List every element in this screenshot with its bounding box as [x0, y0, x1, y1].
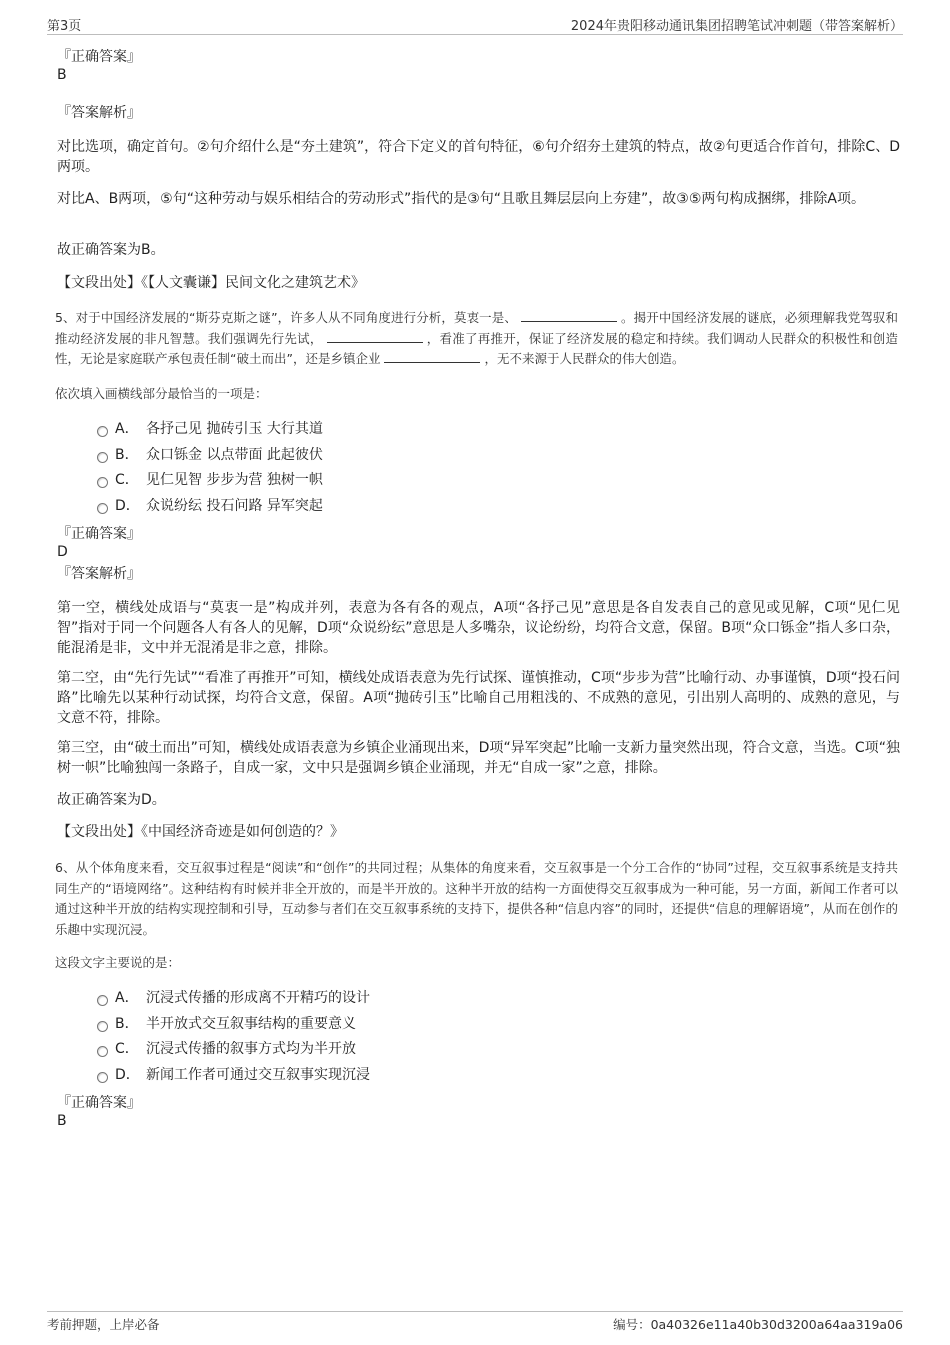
option-letter: B．	[115, 446, 139, 463]
q4-source: 【文段出处】《【人文囊谦】民间文化之建筑艺术》	[57, 275, 365, 291]
option-text: 见仁见智 步步为营 独树一帜	[146, 472, 323, 488]
option-letter: A．	[115, 421, 139, 437]
radio-button-icon[interactable]	[97, 995, 108, 1006]
q6-prompt: 这段文字主要说的是：	[55, 955, 181, 970]
q5-prompt: 依次填入画横线部分最恰当的一项是：	[55, 386, 268, 401]
option-text: 众口铄金 以点带面 此起彼伏	[146, 446, 323, 463]
q6-answer-label: 『正确答案』	[57, 1095, 141, 1111]
q5-source: 【文段出处】《中国经济奇迹是如何创造的？》	[57, 824, 344, 840]
q5-stem-part: 。揭开中国经济发展的谜底，必须理解我党驾驭和推动经济发展的非凡智慧。我们强调先行先试，	[55, 310, 898, 346]
option-text: 新闻工作者可通过交互叙事实现沉浸	[146, 1066, 370, 1083]
radio-button-icon[interactable]	[97, 426, 108, 437]
option-text: 半开放式交互叙事结构的重要意义	[146, 1015, 356, 1032]
q5-analysis-label: 『答案解析』	[57, 566, 141, 582]
q5-stem	[55, 308, 898, 370]
q5-stem-part: 5、对于中国经济发展的“斯芬克斯之谜”，许多人从不同角度进行分析，莫衷一是、	[55, 310, 517, 325]
q5-analysis-paragraph: 第二空，由“先行先试”“看准了再推开”可知，横线处成语表意为先行试探、谨慎推动，C项“步步为营”比喻行动、办事谨慎，D项“投石问路”比喻先以某种行动试探，均符合文意，保留。A项“抛砖引玉”比喻自己用粗浅的、不成熟的意见，引出别人高明的、成熟的意见，与文意不符，排除。	[57, 670, 900, 726]
q5-stem-part: ，看准了再推开，保证了经济发展的稳定和持续。我们调动人民群众的积极性和创造性，无论是家庭联产承包责任制“破土而出”，还是乡镇企业	[55, 330, 898, 366]
option-letter: B．	[115, 1015, 139, 1032]
q5-blank-3	[384, 350, 480, 363]
q5-analysis-paragraph: 第一空，横线处成语与“莫衷一是”构成并列，表意为各有各的观点，A项“各抒己见”意思是各自发表自己的意见或见解，C项“见仁见智”指对于同一个问题各人有各人的见解，D项“众说纷纭”意思是人多嘴杂，议论纷纷，均符合文意，保留。B项“众口铄金”指人多口杂，能混淆是非，文中并无混淆是非之意，排除。	[57, 600, 900, 656]
q6-stem: 6、从个体角度来看，交互叙事过程是“阅读”和“创作”的共同过程；从集体的角度来看，交互叙事是一个分工合作的“协同”过程，交互叙事系统是支持共同生产的“语境网络”。这种结构有时候并非全开放的，而是半开放的。这种半开放的结构一方面使得交互叙事成为一种可能，另一方面，新闻工作者可以通过这种半开放的结构实现控制和引导，互动参与者们在交互叙事系统的支持下，提供各种“信息内容”的同时，还提供“信息的理解语境”，从而在创作的乐趣中实现沉浸。	[55, 860, 898, 937]
radio-button-icon[interactable]	[97, 1021, 108, 1032]
q5-analysis-paragraph: 第三空，由“破土而出”可知，横线处成语表意为乡镇企业涌现出来，D项“异军突起”比喻一支新力量突然出现，符合文意，当选。C项“独树一帜”比喻独闯一条路子，自成一家，文中只是强调乡镇企业涌现，并无“自成一家”之意，排除。	[57, 740, 900, 776]
q4-analysis-paragraph: 对比A、B两项，⑤句“这种劳动与娱乐相结合的劳动形式”指代的是③句“且歌且舞层层向上夯建”，故③⑤两句构成捆绑，排除A项。	[57, 191, 865, 207]
q4-analysis-conclusion: 故正确答案为B。	[57, 242, 165, 258]
q4-analysis-paragraph: 对比选项，确定首句。②句介绍什么是“夯土建筑”，符合下定义的首句特征，⑥句介绍夯土建筑的特点，故②句更适合作首句，排除C、D两项。	[57, 139, 900, 175]
option-letter: D．	[115, 1066, 140, 1083]
q5-analysis-conclusion: 故正确答案为D。	[57, 792, 166, 808]
option-text: 沉浸式传播的形成离不开精巧的设计	[146, 990, 370, 1006]
q4-analysis-label: 『答案解析』	[57, 105, 141, 121]
footer-slogan: 考前押题，上岸必备	[47, 1317, 160, 1332]
page-header	[47, 14, 903, 35]
q5-stem-part: ，无不来源于人民群众的伟大创造。	[484, 351, 685, 366]
radio-button-icon[interactable]	[97, 477, 108, 488]
option-letter: C．	[115, 472, 139, 488]
page-number: 第3页	[47, 19, 82, 34]
option-letter: C．	[115, 1041, 139, 1057]
option-text: 各抒己见 抛砖引玉 大行其道	[146, 421, 323, 437]
q5-blank-2	[327, 330, 423, 343]
q6-answer: B	[57, 1113, 67, 1129]
q5-answer: D	[57, 544, 68, 560]
document-title: 2024年贵阳移动通讯集团招聘笔试冲刺题（带答案解析）	[570, 19, 903, 34]
option-letter: A．	[115, 990, 139, 1006]
option-text: 沉浸式传播的叙事方式均为半开放	[146, 1041, 356, 1057]
q4-answer: B	[57, 67, 67, 83]
q5-blank-1	[521, 309, 617, 322]
radio-button-icon[interactable]	[97, 1046, 108, 1057]
radio-button-icon[interactable]	[97, 503, 108, 514]
radio-button-icon[interactable]	[97, 1072, 108, 1083]
option-letter: D．	[115, 497, 140, 514]
q4-answer-label: 『正确答案』	[57, 49, 141, 65]
document-code: 编号：0a40326e11a40b30d3200a64aa319a06	[613, 1317, 903, 1332]
option-text: 众说纷纭 投石问路 异军突起	[146, 497, 323, 514]
q5-answer-label: 『正确答案』	[57, 526, 141, 542]
radio-button-icon[interactable]	[97, 452, 108, 463]
page-footer	[47, 1311, 903, 1334]
